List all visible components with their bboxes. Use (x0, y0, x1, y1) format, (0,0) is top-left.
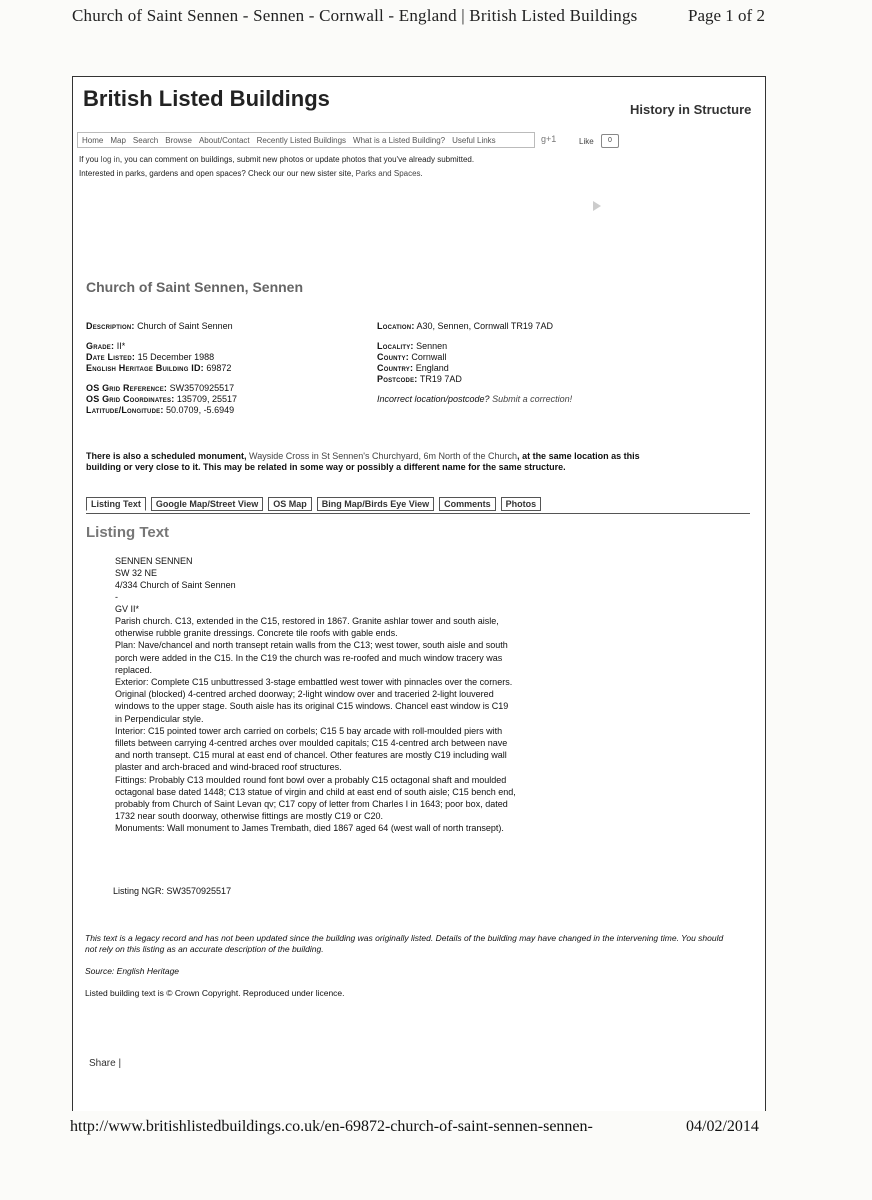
os-grid-reference-value: SW3570925517 (169, 383, 235, 393)
description-label: Description: (86, 321, 135, 331)
tab-google-map[interactable]: Google Map/Street View (151, 497, 263, 511)
nav-recently-listed[interactable]: Recently Listed Buildings (256, 135, 347, 145)
postcode-value: TR19 7AD (419, 374, 462, 384)
login-link[interactable]: log in (100, 155, 120, 164)
grade-label: Grade: (86, 341, 115, 351)
page-title: Church of Saint Sennen, Sennen (86, 279, 304, 295)
print-page-number: Page 1 of 2 (688, 6, 765, 25)
listing-body (115, 615, 517, 835)
country-value: England (415, 363, 449, 373)
listing-parish: SENNEN SENNEN (115, 556, 193, 566)
submit-correction-link[interactable]: Submit a correction! (492, 394, 573, 404)
wayside-cross-link[interactable]: Wayside Cross in St Sennen's Churchyard, 6m North of the Church (249, 451, 518, 461)
like-count: 0 (601, 134, 619, 148)
print-header-title: Church of Saint Sennen - Sennen - Cornwall - England | British Listed Buildings (72, 6, 638, 25)
country-label: Country: (377, 363, 414, 373)
tab-os-map[interactable]: OS Map (268, 497, 312, 511)
nav-what-is-listed[interactable]: What is a Listed Building? (353, 135, 446, 145)
listing-text-heading: Listing Text (86, 524, 170, 541)
sister-site-text-end: . (420, 169, 423, 178)
google-plus-button[interactable]: g+1 (541, 134, 557, 144)
eh-building-id-value: 69872 (206, 363, 232, 373)
description-value: Church of Saint Sennen (137, 321, 233, 331)
nav-useful-links[interactable]: Useful Links (452, 135, 496, 145)
nav-map[interactable]: Map (110, 135, 126, 145)
nav-about-contact[interactable]: About/Contact (198, 135, 250, 145)
listing-reference: 4/334 Church of Saint Sennen (115, 580, 236, 590)
details-right-column (377, 321, 747, 405)
scheduled-monument-note (86, 451, 646, 473)
sister-site-notice (79, 169, 423, 178)
print-footer-date: 04/02/2014 (686, 1118, 759, 1135)
listing-paragraph-exterior: Exterior: Complete C15 unbuttressed 3-stage embattled west tower with pinnacles over the corners. Original (blocked) 4-centred arched doorway; 2-light window over and traceried 2-light louvered windows to the upper stage. South aisle has its original C15 windows. Chancel east window is C19 in Perpendicular style. (115, 677, 513, 724)
locality-label: Locality: (377, 341, 414, 351)
main-nav (77, 132, 535, 148)
legacy-record-disclaimer: This text is a legacy record and has not been updated since the building was originally listed. Details of the building may have changed in the intervening time. You should not rely on this listing as an accurate description of the building. (85, 933, 724, 954)
parks-and-spaces-link[interactable]: Parks and Spaces (355, 169, 421, 178)
sister-site-text: Interested in parks, gardens and open spaces? Check our our new sister site, (79, 169, 356, 178)
listing-grid-square: SW 32 NE (115, 568, 158, 578)
ad-play-icon[interactable] (593, 201, 601, 211)
details-left-column (86, 321, 356, 425)
date-listed-value: 15 December 1988 (137, 352, 215, 362)
os-grid-reference-label: OS Grid Reference: (86, 383, 168, 393)
county-value: Cornwall (411, 352, 447, 362)
listing-paragraph-monuments: Monuments: Wall monument to James Trembath, died 1867 aged 64 (west wall of north transept). (115, 823, 504, 834)
like-button[interactable]: Like (579, 137, 594, 146)
listing-grade: GV II* (115, 604, 140, 614)
locality-value: Sennen (416, 341, 448, 351)
login-notice-text-end: , you can comment on buildings, submit new photos or update photos that you've already submitted. (119, 155, 475, 164)
tab-underline (86, 513, 750, 514)
tab-listing-text[interactable]: Listing Text (86, 497, 146, 511)
listing-paragraph-plan: Plan: Nave/chancel and north transept retain walls from the C13; west tower, south aisle and south porch were added in the C15. In the C19 the church was re-roofed and much window tracery was replaced. (115, 640, 508, 675)
location-label: Location: (377, 321, 415, 331)
print-footer-url: http://www.britishlistedbuildings.co.uk/en-69872-church-of-saint-sennen-sennen- (70, 1118, 593, 1135)
source-credit: Source: English Heritage (85, 966, 180, 976)
os-grid-coordinates-label: OS Grid Coordinates: (86, 394, 175, 404)
tab-photos[interactable]: Photos (501, 497, 542, 511)
monument-note-text: There is also a scheduled monument, (86, 451, 250, 461)
site-logo-text[interactable]: British Listed Buildings (83, 86, 330, 111)
postcode-label: Postcode: (377, 374, 418, 384)
login-notice-text: If you (79, 155, 101, 164)
site-tagline: History in Structure (630, 102, 752, 117)
nav-search[interactable]: Search (132, 135, 159, 145)
copyright-notice: Listed building text is © Crown Copyright. Reproduced under licence. (85, 988, 345, 998)
county-label: County: (377, 352, 409, 362)
listing-paragraph-summary: Parish church. C13, extended in the C15, restored in 1867. Granite ashlar tower and south aisle, otherwise rubble granite dressings. Concrete tile roofs with gable ends. (115, 616, 499, 639)
login-notice (79, 155, 474, 164)
nav-home[interactable]: Home (82, 135, 104, 145)
eh-building-id-label: English Heritage Building ID: (86, 363, 204, 373)
tab-bing-map[interactable]: Bing Map/Birds Eye View (317, 497, 434, 511)
listing-header (115, 555, 236, 615)
lat-long-value: 50.0709, -5.6949 (166, 405, 235, 415)
listing-separator: - (115, 592, 118, 602)
web-page-frame (72, 76, 766, 1111)
listing-ngr: Listing NGR: SW3570925517 (113, 886, 232, 896)
os-grid-coordinates-value: 135709, 25517 (176, 394, 237, 404)
share-button[interactable]: Share | (89, 1058, 122, 1069)
listing-paragraph-fittings: Fittings: Probably C13 moulded round font bowl over a probably C15 octagonal shaft and moulded octagonal base dated 1448; C13 statue of virgin and child at east end of south aisle; C15 bench end, probably from Church of Saint Levan qv; C17 copy of letter from Charles I in 1643; poor box, dated 1732 near south doorway, otherwise fittings are mostly C19 or C20. (115, 774, 516, 822)
tab-comments[interactable]: Comments (439, 497, 496, 511)
location-value: A30, Sennen, Cornwall TR19 7AD (416, 321, 553, 331)
date-listed-label: Date Listed: (86, 352, 136, 362)
lat-long-label: Latitude/Longitude: (86, 405, 164, 415)
grade-value: II* (116, 341, 126, 351)
listing-tabs (86, 497, 541, 511)
monument-note-text-end: , at the same location as this building or very close to it. This may be related in some way or possibly a different name for the same structure. (86, 451, 640, 472)
nav-browse[interactable]: Browse (165, 135, 192, 145)
listing-paragraph-interior: Interior: C15 pointed tower arch carried on corbels; C15 5 bay arcade with roll-moulded piers with fillets between carrying 4-centred arches over moulded capitals; C15 4-centred arch between nave and north transept. C15 mural at east end of chancel. Other features are mostly C19 including wall plaster and arch-braced and wind-braced roof structures. (115, 725, 508, 773)
correction-question: Incorrect location/postcode? (377, 394, 490, 404)
